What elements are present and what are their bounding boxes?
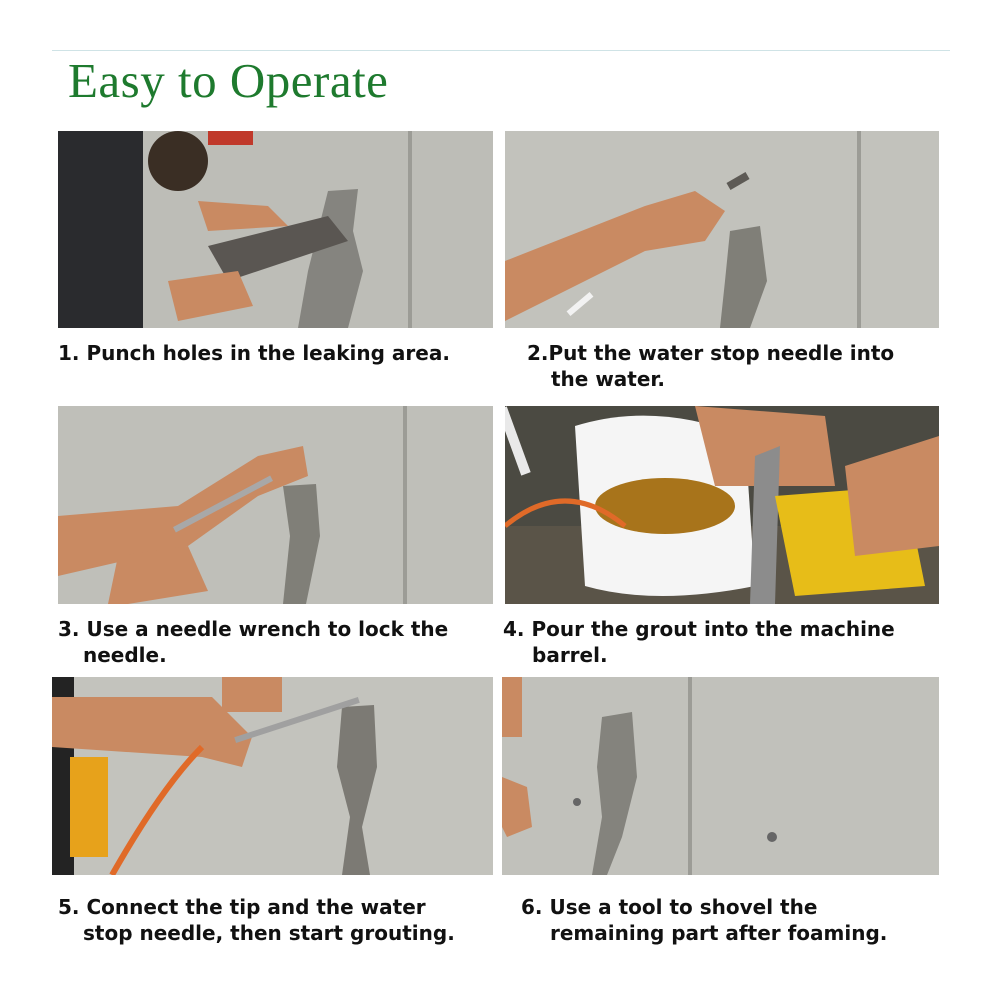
top-divider bbox=[52, 50, 950, 51]
step-number: 5. bbox=[58, 895, 80, 919]
step-text: Pour the grout into the machine bbox=[531, 617, 895, 641]
step-6-photo bbox=[502, 677, 939, 875]
step-text: Connect the tip and the water bbox=[86, 895, 426, 919]
step-4-caption bbox=[503, 616, 895, 668]
step-text: Put the water stop needle into bbox=[548, 341, 895, 365]
step-text-continued: remaining part after foaming. bbox=[550, 921, 888, 945]
step-number: 1. bbox=[58, 341, 80, 365]
step-number: 2. bbox=[527, 341, 549, 365]
step-text: Use a needle wrench to lock the bbox=[86, 617, 449, 641]
step-2-caption bbox=[527, 340, 894, 392]
step-text: Use a tool to shovel the bbox=[549, 895, 818, 919]
step-number: 4. bbox=[503, 617, 525, 641]
step-5-caption bbox=[58, 894, 455, 946]
page-title: Easy to Operate bbox=[68, 53, 389, 108]
step-5-photo bbox=[52, 677, 493, 875]
step-6-caption bbox=[521, 894, 887, 946]
step-text-continued: needle. bbox=[83, 643, 167, 667]
step-3-photo bbox=[58, 406, 493, 604]
step-1-caption bbox=[58, 340, 450, 366]
step-4-photo bbox=[505, 406, 939, 604]
step-text-continued: the water. bbox=[551, 367, 666, 391]
step-text-continued: stop needle, then start grouting. bbox=[83, 921, 455, 945]
step-number: 6. bbox=[521, 895, 543, 919]
step-text-continued: barrel. bbox=[532, 643, 608, 667]
step-1-photo bbox=[58, 131, 493, 328]
step-number: 3. bbox=[58, 617, 80, 641]
step-text: Punch holes in the leaking area. bbox=[86, 341, 450, 365]
step-2-photo bbox=[505, 131, 939, 328]
step-3-caption bbox=[58, 616, 448, 668]
